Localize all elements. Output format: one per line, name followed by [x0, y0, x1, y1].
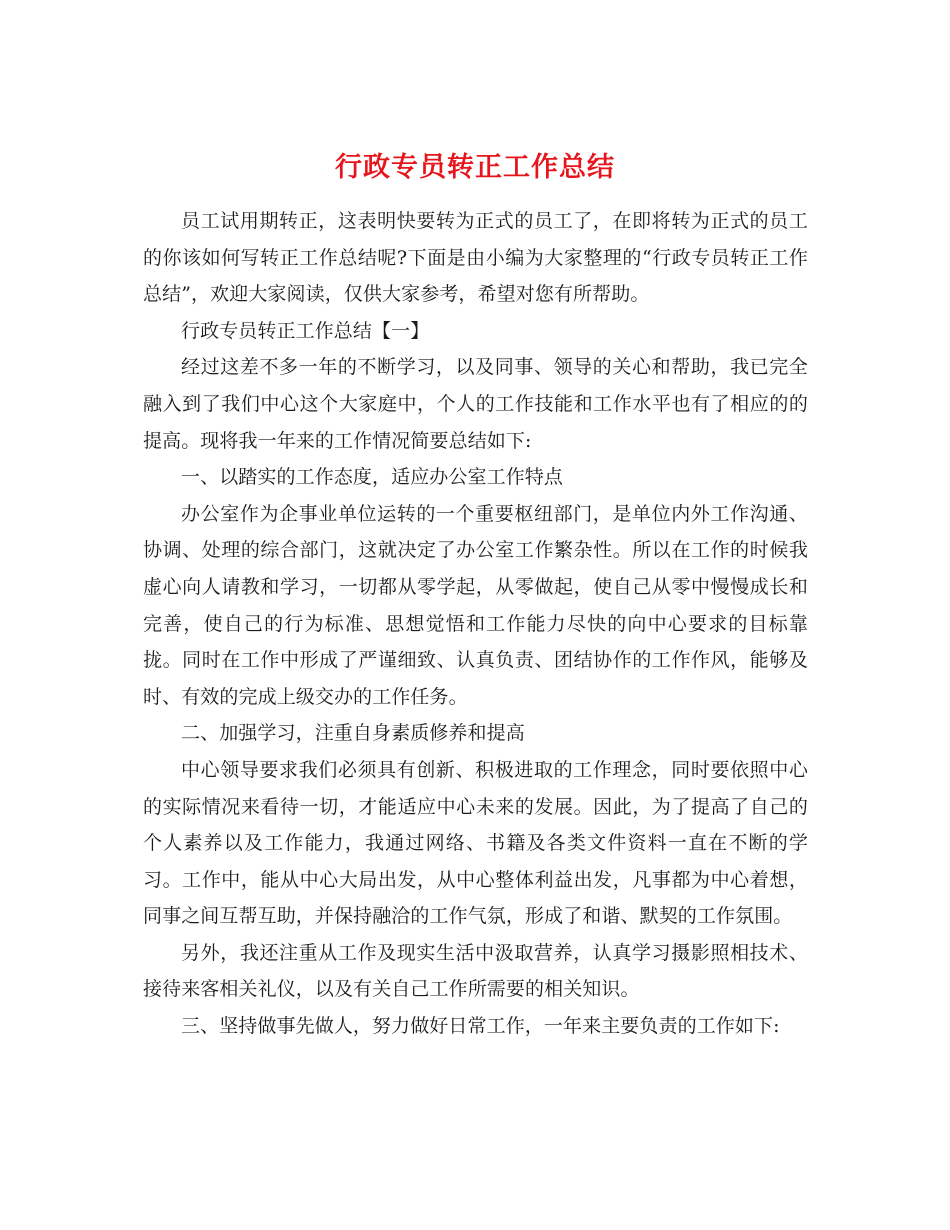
section-heading-one: 一、以踏实的工作态度，适应办公室工作特点: [181, 466, 564, 489]
body-paragraph: 经过这差不多一年的不断学习，以及同事、领导的关心和帮助，我已完全融入到了我们中心这个大家庭中，个人的工作技能和工作水平也有了相应的的提高。现将我一年来的工作情况简要总结如下:: [143, 356, 808, 452]
section-heading-summary-one: 行政专员转正工作总结【一】: [181, 319, 430, 342]
intro-paragraph: 员工试用期转正，这表明快要转为正式的员工了，在即将转为正式的员工的你该如何写转正工作总结呢?下面是由小编为大家整理的“行政专员转正工作总结”，欢迎大家阅读，仅供大家参考，希望对您有所帮助。: [143, 210, 808, 306]
body-paragraph: 另外，我还注重从工作及现实生活中汲取营养，认真学习摄影照相技术、接待来客相关礼仪，以及有关自己工作所需要的相关知识。: [143, 941, 808, 1001]
document-title: 行政专员转正工作总结: [335, 152, 615, 184]
body-paragraph: 中心领导要求我们必须具有创新、积极进取的工作理念，同时要依照中心的实际情况来看待一切，才能适应中心未来的发展。因此，为了提高了自己的个人素养以及工作能力，我通过网络、书籍及各类文件资料一直在不断的学习。工作中，能从中心大局出发，从中心整体利益出发，凡事都为中心着想，同事之间互帮互助，并保持融洽的工作气氛，形成了和谐、默契的工作氛围。: [143, 758, 808, 928]
section-heading-two: 二、加强学习，注重自身素质修养和提高: [181, 722, 525, 745]
document-body: [143, 203, 808, 1045]
body-paragraph: 办公室作为企事业单位运转的一个重要枢纽部门，是单位内外工作沟通、协调、处理的综合部门，这就决定了办公室工作繁杂性。所以在工作的时候我虚心向人请教和学习，一切都从零学起，从零做起，使自己从零中慢慢成长和完善，使自己的行为标准、思想觉悟和工作能力尽快的向中心要求的目标靠拢。同时在工作中形成了严谨细致、认真负责、团结协作的工作作风，能够及时、有效的完成上级交办的工作任务。: [143, 502, 808, 708]
section-heading-three: 三、坚持做事先做人，努力做好日常工作，一年来主要负责的工作如下:: [181, 1015, 780, 1038]
